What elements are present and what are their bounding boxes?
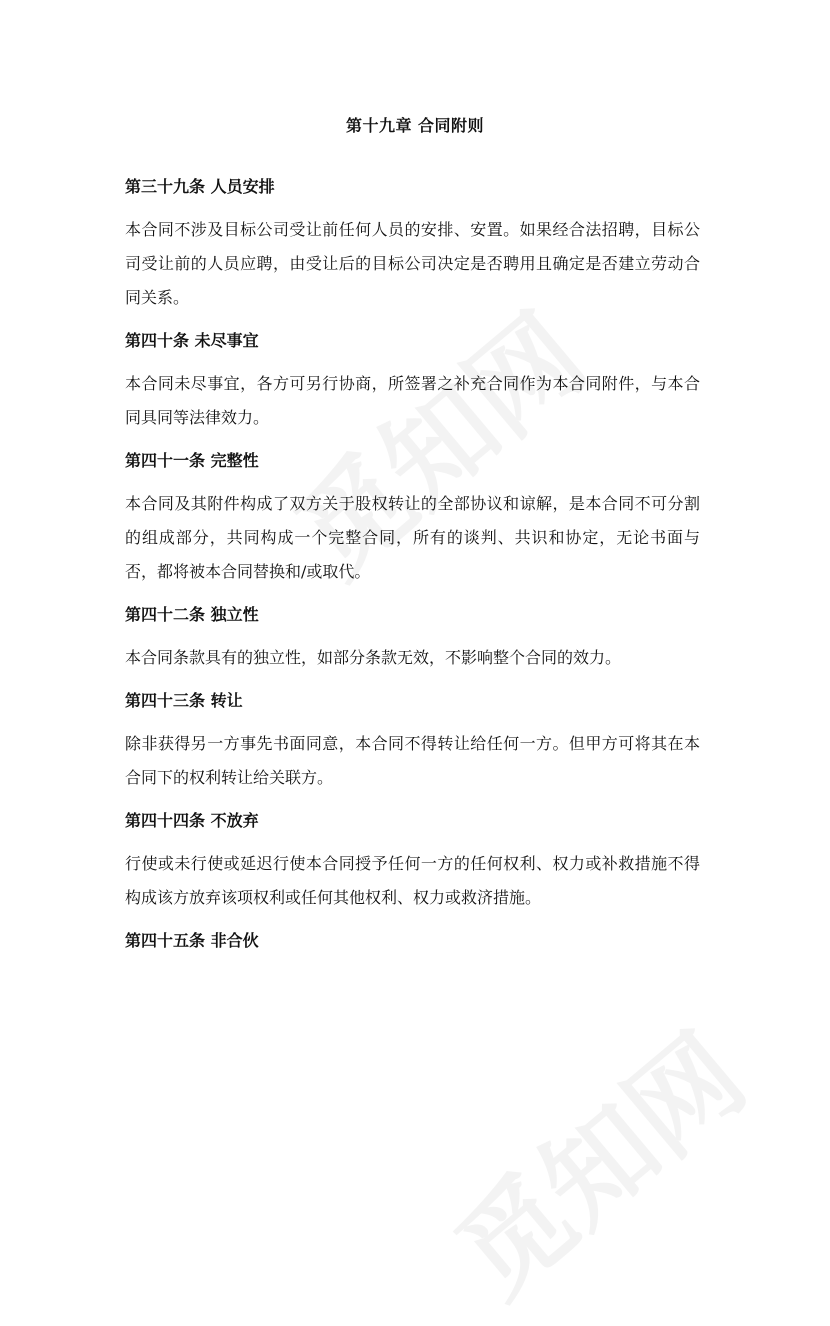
article-heading: 第四十条 未尽事宜 xyxy=(125,331,259,350)
article-heading: 第四十二条 独立性 xyxy=(125,605,259,624)
article-heading: 第四十四条 不放弃 xyxy=(125,811,259,830)
article-body: 本合同不涉及目标公司受让前任何人员的安排、安置。如果经合法招聘，目标公司受让前的人员应聘，由受让后的目标公司决定是否聘用且确定是否建立劳动合同关系。 xyxy=(125,220,700,307)
article-body: 本合同未尽事宜，各方可另行协商，所签署之补充合同作为本合同附件，与本合同具同等法律效力。 xyxy=(125,374,700,427)
article-body: 本合同条款具有的独立性，如部分条款无效，不影响整个合同的效力。 xyxy=(125,648,622,667)
article-heading: 第三十九条 人员安排 xyxy=(125,177,275,196)
article-heading: 第四十一条 完整性 xyxy=(125,451,259,470)
watermark xyxy=(418,992,772,1325)
article-heading: 第四十五条 非合伙 xyxy=(125,931,259,950)
chapter-title: 第十九章 合同附则 xyxy=(345,116,485,135)
document-body xyxy=(125,170,700,967)
article-heading: 第四十三条 转让 xyxy=(125,691,243,710)
article-body: 除非获得另一方事先书面同意，本合同不得转让给任何一方。但甲方可将其在本合同下的权利转让给关联方。 xyxy=(125,734,700,787)
article-body: 本合同及其附件构成了双方关于股权转让的全部协议和谅解，是本合同不可分割的组成部分，共同构成一个完整合同，所有的谈判、共识和协定，无论书面与否，都将被本合同替换和/或取代。 xyxy=(125,494,700,581)
article-body: 行使或未行使或延迟行使本合同授予任何一方的任何权利、权力或补救措施不得构成该方放弃该项权利或任何其他权利、权力或救济措施。 xyxy=(125,854,700,907)
